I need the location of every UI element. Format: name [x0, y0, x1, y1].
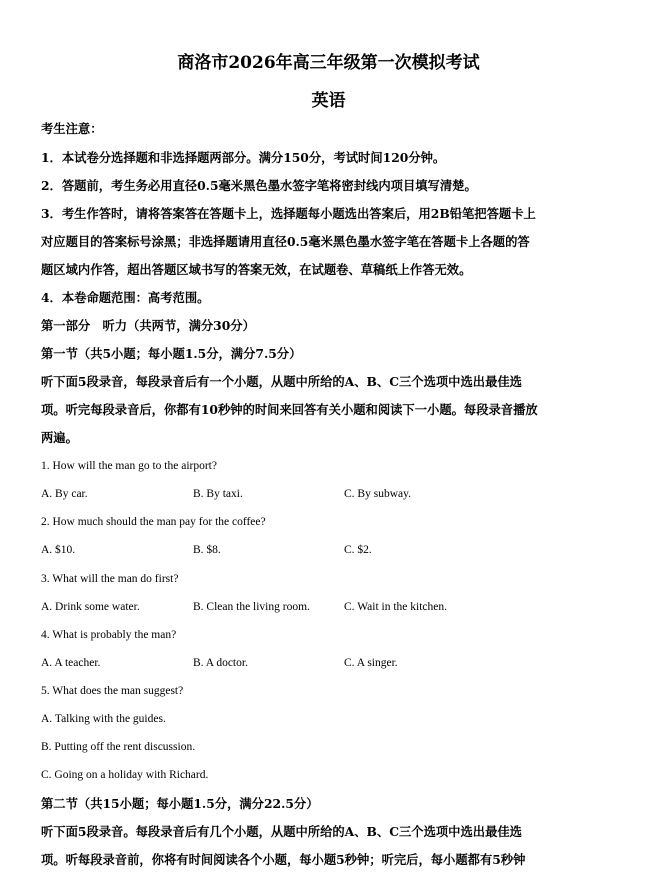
question-5-option-b: B. Putting off the rent discussion.	[41, 741, 196, 753]
section1-instruction: 听下面5段录音，每段录音后有一个小题，从题中所给的A、B、C三个选项中选出最佳选	[41, 374, 522, 389]
question-2-option-b: B. $8.	[193, 544, 221, 556]
notice-item: 题区域内作答，超出答题区域书写的答案无效，在试题卷、草稿纸上作答无效。	[41, 262, 472, 277]
notice-item: 1．本试卷分选择题和非选择题两部分。满分150分，考试时间120分钟。	[41, 150, 446, 165]
section2-instruction: 听下面5段录音。每段录音后有几个小题，从题中所给的A、B、C三个选项中选出最佳选	[41, 824, 522, 839]
question-1-option-b: B. By taxi.	[193, 488, 243, 500]
question-4-stem: 4. What is probably the man?	[41, 629, 177, 641]
question-5-stem: 5. What does the man suggest?	[41, 685, 184, 697]
section1-heading: 第一节（共5小题；每小题1.5分，满分7.5分）	[41, 346, 302, 361]
exam-title: 商洛市2026年高三年级第一次模拟考试	[177, 53, 480, 73]
notice-heading: 考生注意：	[41, 121, 103, 136]
notice-item: 2．答题前，考生务必用直径0.5毫米黑色墨水签字笔将密封线内项目填写清楚。	[41, 178, 477, 193]
question-2-stem: 2. How much should the man pay for the coffee?	[41, 516, 266, 528]
question-5-option-a: A. Talking with the guides.	[41, 713, 166, 725]
notice-item: 对应题目的答案标号涂黑；非选择题请用直径0.5毫米黑色墨水签字笔在答题卡上各题的答	[41, 234, 530, 249]
question-5-option-c: C. Going on a holiday with Richard.	[41, 769, 209, 781]
question-3-option-b: B. Clean the living room.	[193, 601, 310, 613]
question-4-option-a: A. A teacher.	[41, 657, 101, 669]
question-2-option-c: C. $2.	[344, 544, 372, 556]
notice-item: 4．本卷命题范围：高考范围。	[41, 290, 210, 305]
question-1-stem: 1. How will the man go to the airport?	[41, 460, 217, 472]
section2-instruction: 项。听每段录音前，你将有时间阅读各个小题，每小题5秒钟；听完后，每小题都有5秒钟	[41, 852, 526, 867]
section1-instruction: 项。听完每段录音后，你都有10秒钟的时间来回答有关小题和阅读下一小题。每段录音播放	[41, 402, 538, 417]
question-1-option-c: C. By subway.	[344, 488, 411, 500]
question-3-option-a: A. Drink some water.	[41, 601, 140, 613]
part1-heading: 第一部分 听力（共两节，满分30分）	[41, 318, 255, 333]
question-4-option-b: B. A doctor.	[193, 657, 248, 669]
question-1-option-a: A. By car.	[41, 488, 88, 500]
section1-instruction: 两遍。	[41, 430, 78, 445]
notice-item: 3．考生作答时，请将答案答在答题卡上，选择题每小题选出答案后，用2B铅笔把答题卡上	[41, 206, 536, 221]
question-3-option-c: C. Wait in the kitchen.	[344, 601, 447, 613]
exam-subject: 英语	[311, 91, 346, 111]
question-3-stem: 3. What will the man do first?	[41, 573, 179, 585]
question-2-option-a: A. $10.	[41, 544, 76, 556]
question-4-option-c: C. A singer.	[344, 657, 398, 669]
section2-heading: 第二节（共15小题；每小题1.5分，满分22.5分）	[41, 796, 319, 811]
